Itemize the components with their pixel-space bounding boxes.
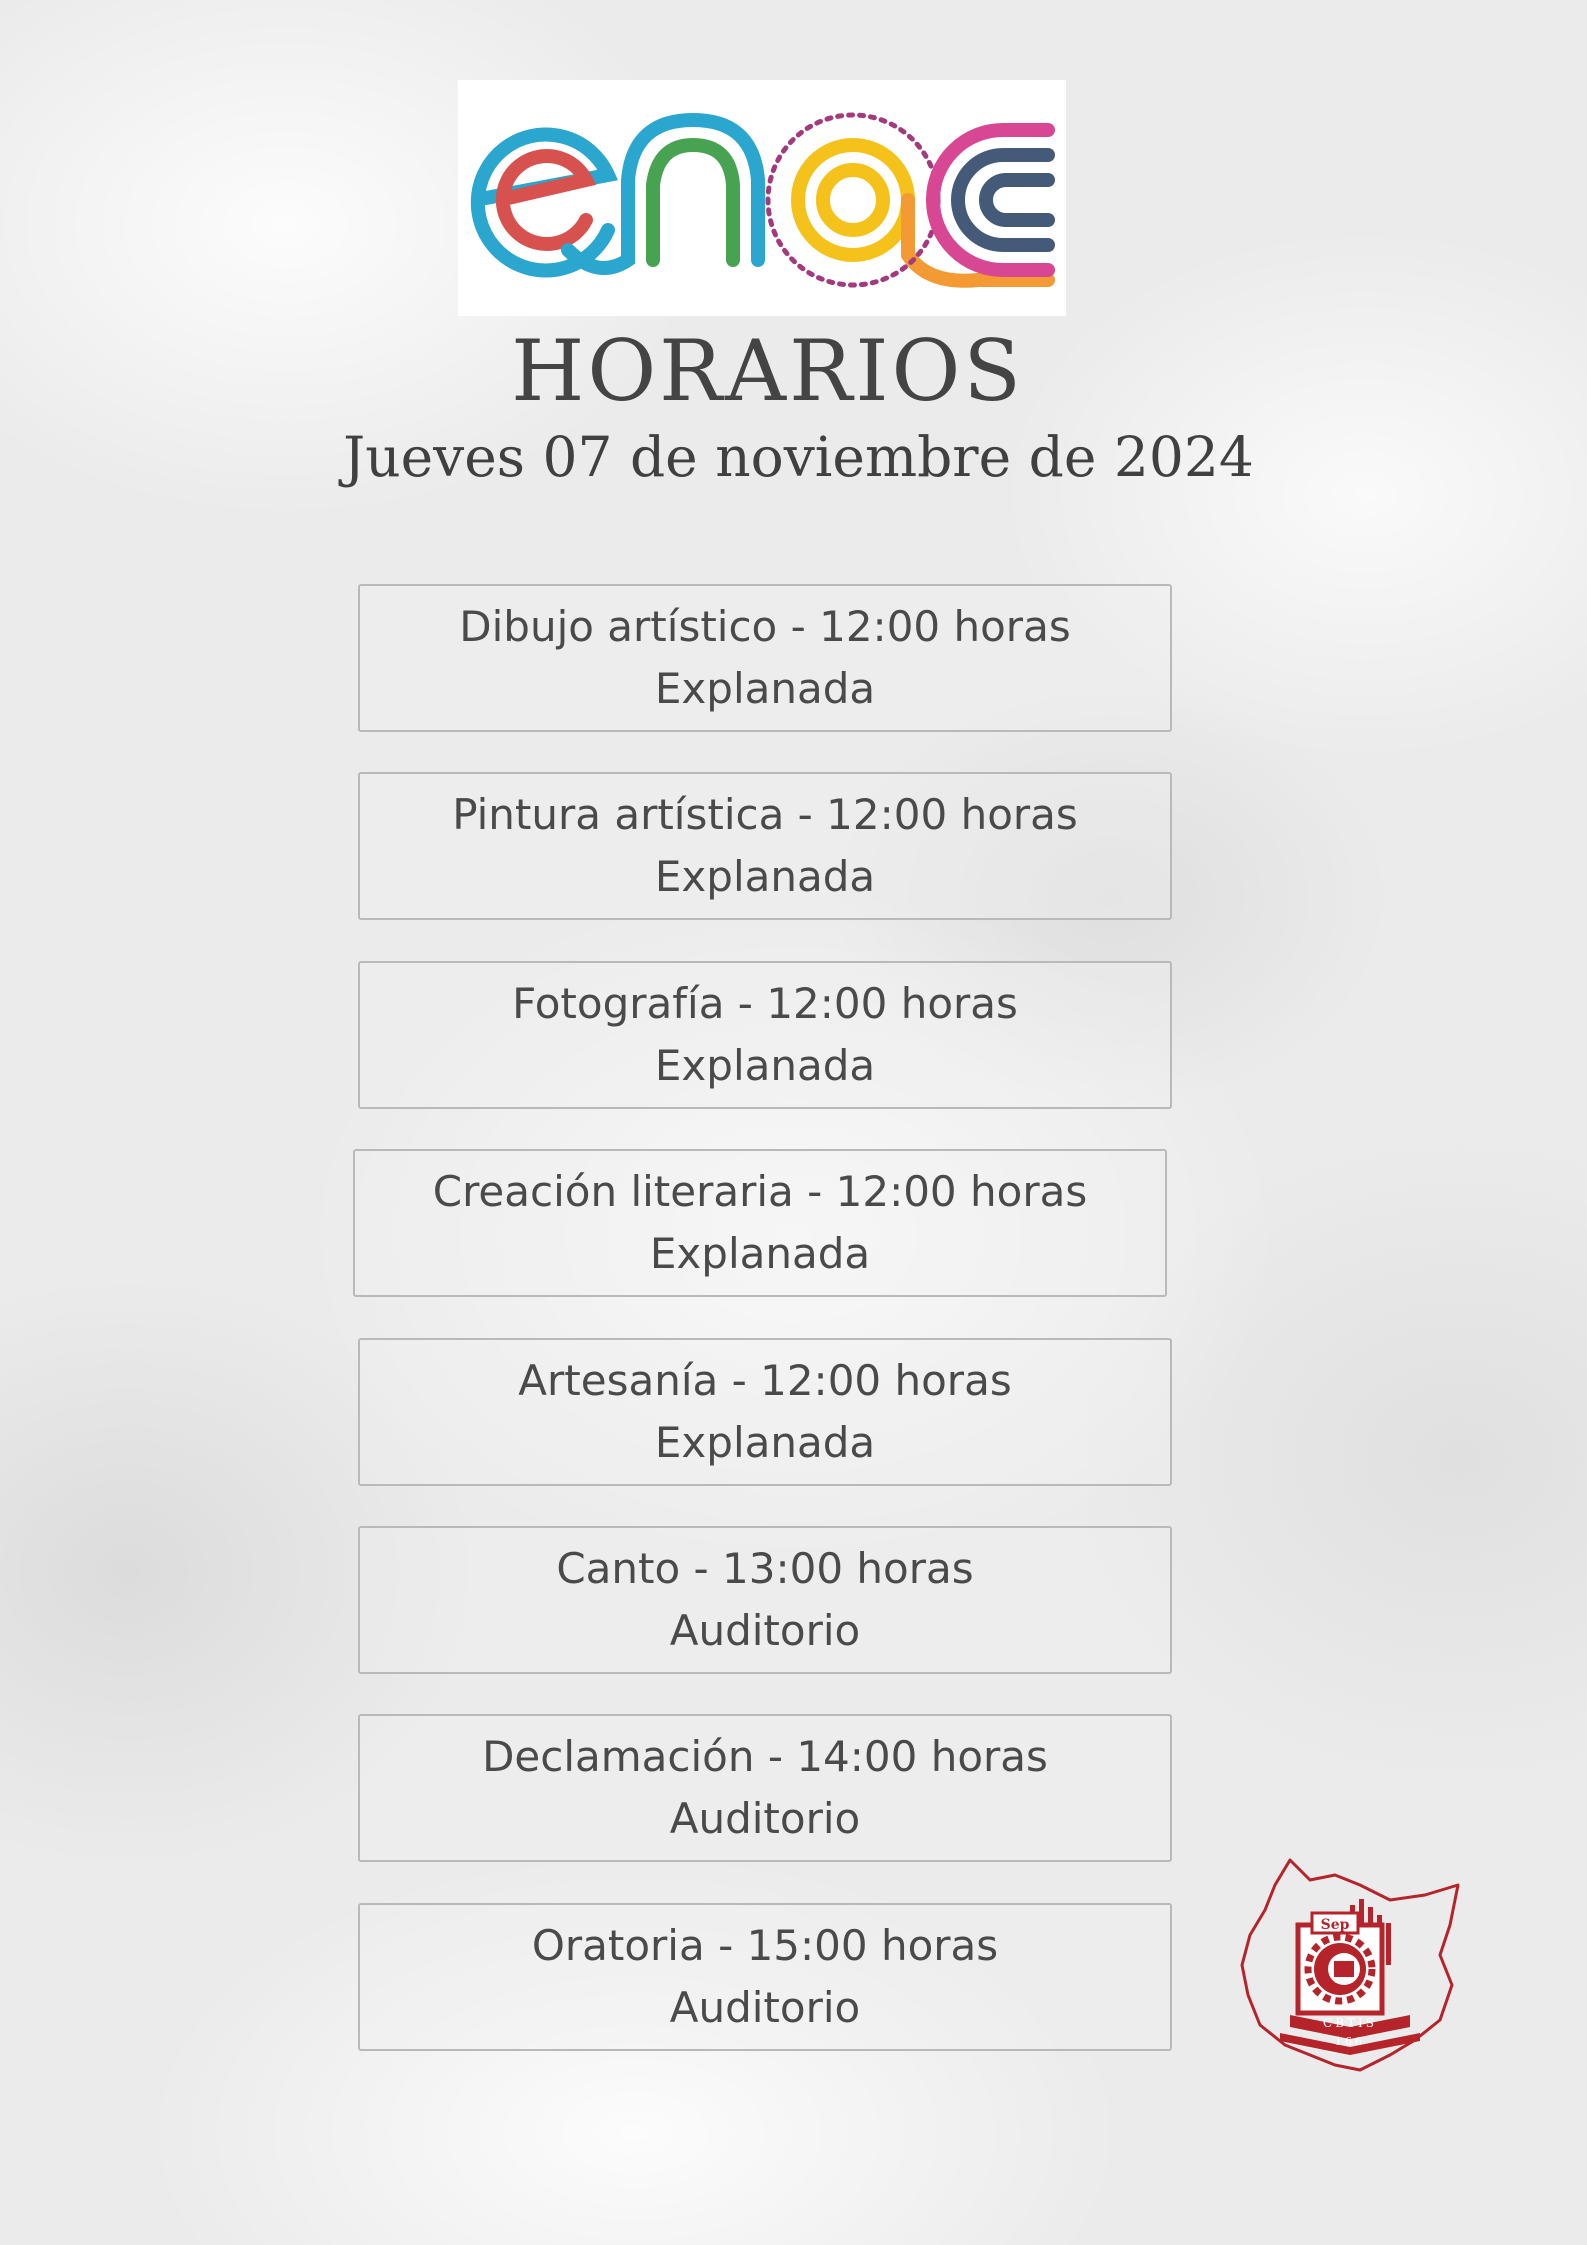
schedule-activity: Canto - 13:00 horas bbox=[556, 1544, 974, 1593]
schedule-place: Auditorio bbox=[669, 1606, 861, 1655]
schedule-activity: Artesanía - 12:00 horas bbox=[518, 1356, 1012, 1405]
schedule-item bbox=[358, 772, 1172, 920]
schedule-item bbox=[358, 1338, 1172, 1486]
enac-logo-icon bbox=[458, 80, 1066, 316]
schedule-item bbox=[358, 961, 1172, 1109]
schedule-activity: Declamación - 14:00 horas bbox=[482, 1732, 1048, 1781]
schedule-item bbox=[358, 1903, 1172, 2051]
cbtis-seal-icon bbox=[1240, 1855, 1462, 2080]
schedule-place: Auditorio bbox=[669, 1983, 861, 2032]
seal-bottom-label: CBTIS bbox=[1323, 2016, 1377, 2030]
schedule-place: Explanada bbox=[654, 1418, 876, 1467]
schedule-activity: Fotografía - 12:00 horas bbox=[512, 979, 1018, 1028]
schedule-activity: Oratoria - 15:00 horas bbox=[531, 1921, 999, 1970]
schedule-item bbox=[358, 1714, 1172, 1862]
enac-logo bbox=[458, 80, 1066, 316]
schedule-place: Explanada bbox=[654, 1041, 876, 1090]
schedule-activity: Pintura artística - 12:00 horas bbox=[452, 790, 1078, 839]
cbtis-seal bbox=[1240, 1855, 1462, 2080]
seal-number: 166 bbox=[1335, 2035, 1365, 2048]
schedule-place: Explanada bbox=[649, 1229, 871, 1278]
schedule-item bbox=[358, 584, 1172, 732]
schedule-activity: Creación literaria - 12:00 horas bbox=[432, 1167, 1088, 1216]
schedule-item bbox=[358, 1526, 1172, 1674]
seal-top-label: Sep bbox=[1320, 1917, 1350, 1933]
schedule-item bbox=[353, 1149, 1167, 1297]
schedule-place: Explanada bbox=[654, 664, 876, 713]
schedule-place: Explanada bbox=[654, 852, 876, 901]
page-title: HORARIOS bbox=[511, 322, 1024, 420]
schedule-activity: Dibujo artístico - 12:00 horas bbox=[459, 602, 1071, 651]
schedule-place: Auditorio bbox=[669, 1794, 861, 1843]
page-date: Jueves 07 de noviembre de 2024 bbox=[343, 425, 1254, 489]
